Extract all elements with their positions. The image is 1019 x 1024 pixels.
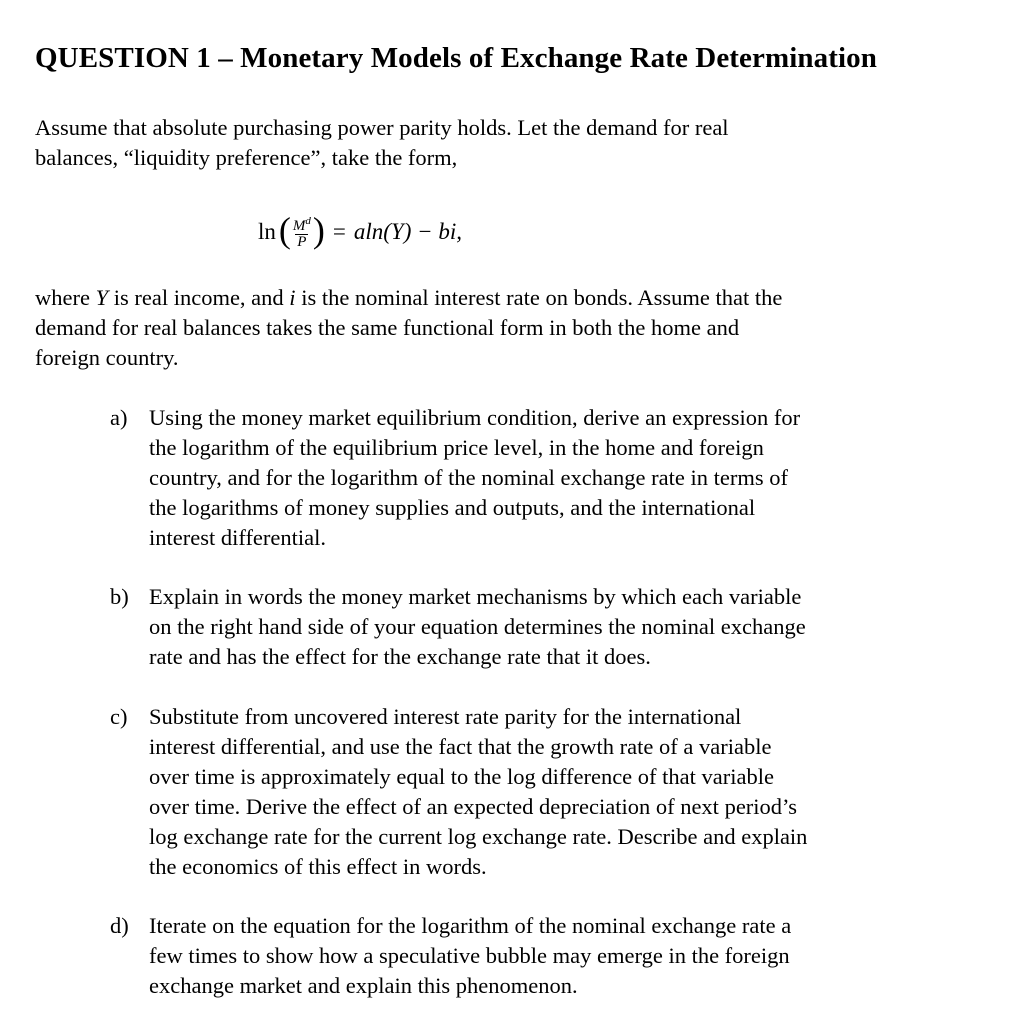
part-line: the economics of this effect in words. — [149, 854, 487, 879]
equation-rhs: aln(Y) − bi, — [353, 219, 463, 244]
equation-equals: = — [332, 219, 346, 244]
part-line: on the right hand side of your equation determines the nominal exchange — [149, 614, 806, 639]
part-line: the logarithms of money supplies and outputs, and the international — [149, 495, 756, 520]
part-line: log exchange rate for the current log exchange rate. Describe and explain — [149, 824, 808, 849]
part-line: interest differential, and use the fact that the growth rate of a variable — [149, 734, 772, 759]
where-paragraph — [35, 283, 975, 373]
equation-numerator: $M^d$ — [292, 215, 311, 234]
question-part-c — [110, 702, 970, 882]
equation-right-paren: ) — [312, 210, 325, 250]
question-part-d — [110, 911, 970, 1001]
part-line: over time. Derive the effect of an expected depreciation of next period’s — [149, 794, 798, 819]
part-label: b) — [110, 584, 129, 609]
part-line: Iterate on the equation for the logarithm of the nominal exchange rate a — [149, 913, 792, 938]
where-line: foreign country. — [35, 345, 179, 370]
part-line: Explain in words the money market mechanisms by which each variable — [149, 584, 802, 609]
part-line: exchange market and explain this phenomenon. — [149, 973, 578, 998]
variable-i: i — [289, 285, 296, 310]
equation-denominator: P — [297, 234, 307, 250]
equation-fraction — [293, 214, 311, 250]
where-line: demand for real balances takes the same functional form in both the home and — [35, 315, 740, 340]
question-title: QUESTION 1 – Monetary Models of Exchange Rate Determination — [35, 42, 877, 74]
liquidity-preference-equation — [258, 207, 462, 257]
part-line: Using the money market equilibrium condition, derive an expression for — [149, 405, 801, 430]
variable-y: Y — [95, 285, 109, 310]
question-part-a — [110, 403, 970, 553]
part-line: country, and for the logarithm of the nominal exchange rate in terms of — [149, 465, 788, 490]
part-line: Substitute from uncovered interest rate parity for the international — [149, 704, 742, 729]
part-label: d) — [110, 913, 129, 938]
intro-paragraph — [35, 113, 965, 173]
part-label: c) — [110, 704, 128, 729]
part-line: the logarithm of the equilibrium price level, in the home and foreign — [149, 435, 764, 460]
part-line: rate and has the effect for the exchange rate that it does. — [149, 644, 651, 669]
intro-line: Assume that absolute purchasing power parity holds. Let the demand for real — [35, 115, 729, 140]
equation-left-paren: ( — [278, 210, 291, 250]
part-line: over time is approximately equal to the log difference of that variable — [149, 764, 774, 789]
equation-ln: ln — [258, 219, 276, 244]
question-part-b — [110, 582, 970, 672]
part-label: a) — [110, 405, 128, 430]
part-line: few times to show how a speculative bubble may emerge in the foreign — [149, 943, 790, 968]
intro-line: balances, “liquidity preference”, take the form, — [35, 145, 458, 170]
where-line: where Y is real income, and i is the nominal interest rate on bonds. Assume that the — [35, 285, 783, 310]
part-line: interest differential. — [149, 525, 327, 550]
